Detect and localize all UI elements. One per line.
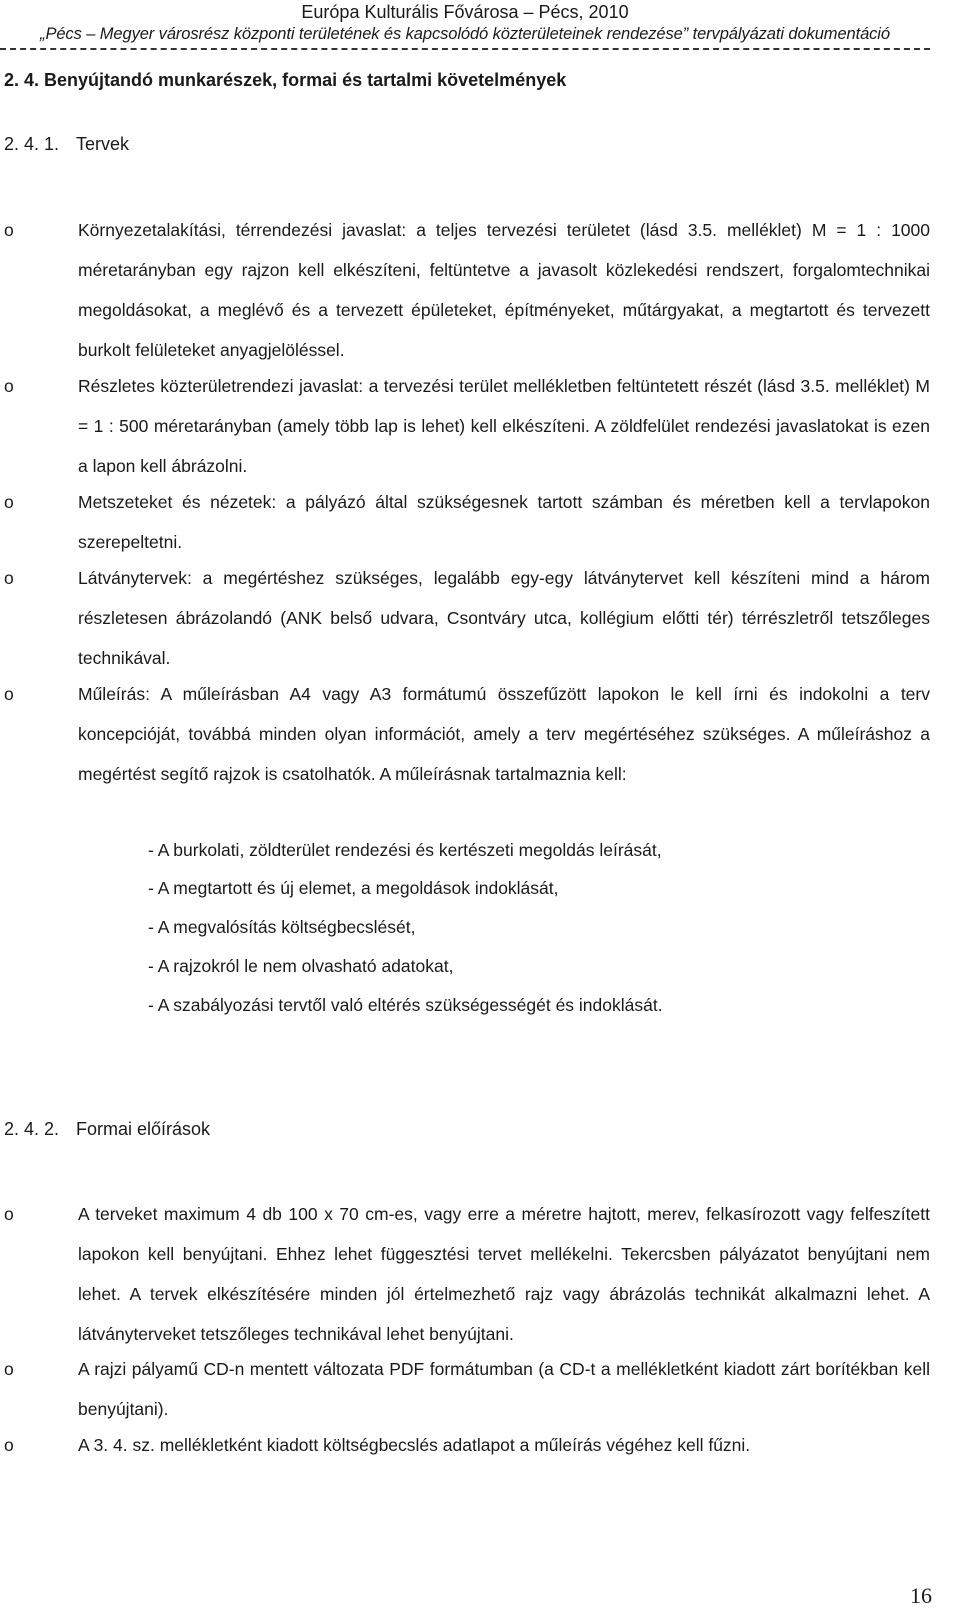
list-item-text: A 3. 4. sz. mellékletként kiadott költségbecslés adatlapot a műleírás végéhez kell fűzni. [78, 1435, 751, 1455]
subsection-heading-tervek [4, 134, 129, 155]
list-item-text: A rajzi pályamű CD-n mentett változata PDF formátumban (a CD-t a mellékletként kiadott zárt borítékban kell benyújtani). [78, 1359, 930, 1419]
list-item-text: Környezetalakítási, térrendezési javaslat: a teljes tervezési területet (lásd 3.5. melléklet) M = 1 : 1000 méretarányban egy rajzon kell elkészíteni, feltüntetve a javasolt közlekedési rendszert, forgalomtechnikai megoldásokat, a meglévő és a tervezett épületeket, építményeket, műtárgyakat, a megtartott és tervezett burkolt felületeket anyagjelöléssel. [78, 220, 930, 360]
bullet-icon: o [4, 1359, 14, 1379]
bullet-icon: o [4, 568, 14, 588]
requirement-item: - A rajzokról le nem olvasható adatokat, [148, 956, 454, 976]
list-item [4, 558, 930, 678]
requirement-item: - A szabályozási tervtől való eltérés szükségességét és indoklását. [148, 995, 663, 1015]
bullet-icon: o [4, 492, 14, 512]
header-title: Európa Kulturális Fővárosa – Pécs, 2010 [301, 2, 629, 22]
requirement-item: - A megvalósítás költségbecslését, [148, 917, 416, 937]
bullet-icon: o [4, 684, 14, 704]
list-item [4, 1425, 930, 1465]
section-title: 2. 4. Benyújtandó munkarészek, formai és tartalmi követelmények [4, 70, 567, 90]
subsection-number: 2. 4. 1. [4, 134, 60, 154]
list-item-text: Metszeteket és nézetek: a pályázó által szükségesnek tartott számban és méretben kell a tervlapokon szerepeltetni. [78, 492, 930, 552]
list-item [4, 210, 930, 370]
subsection-title: Tervek [76, 134, 130, 154]
bullet-icon: o [4, 220, 14, 240]
requirement-item: - A burkolati, zöldterület rendezési és kertészeti megoldás leírását, [148, 840, 662, 860]
bullet-icon: o [4, 376, 14, 396]
subsection-heading-formai [4, 1119, 210, 1140]
subsection-title: Formai előírások [76, 1119, 211, 1139]
requirement-item: - A megtartott és új elemet, a megoldások indoklását, [148, 878, 559, 898]
list-item-text: Részletes közterületrendezi javaslat: a tervezési terület mellékletben feltüntetett részét (lásd 3.5. melléklet) M = 1 : 500 méretarányban (amely több lap is lehet) kell elkészíteni. A zöldfelület rendezési javaslatokat is ezen a lapon kell ábrázolni. [78, 376, 930, 476]
list-item [4, 1194, 930, 1354]
list-item-text: Műleírás: A műleírásban A4 vagy A3 formátumú összefűzött lapokon le kell írni és indokolni a terv koncepcióját, továbbá minden olyan információt, amely a terv megértéséhez szükséges. A műleíráshoz a megértést segítő rajzok is csatolhatók. A műleírásnak tartalmaznia kell: [78, 684, 930, 784]
list-item [4, 482, 930, 562]
list-item [4, 1349, 930, 1429]
list-item-text: A terveket maximum 4 db 100 x 70 cm-es, vagy erre a méretre hajtott, merev, felkasírozott vagy felfeszített lapokon kell benyújtani. Ehhez lehet függesztési tervet mellékelni. Tekercsben pályázatot benyújtani nem lehet. A tervek elkészítésére minden jól értelmezhető rajz vagy ábrázolás technikát alkalmazni lehet. A látványterveket tetszőleges technikával lehet benyújtani. [78, 1204, 930, 1344]
list-item-text: Látványtervek: a megértéshez szükséges, legalább egy-egy látványtervet kell készíteni mind a három részletesen ábrázolandó (ANK belső udvara, Csontváry utca, kollégium előtti tér) térrészletről tetszőleges technikával. [78, 568, 930, 668]
page-number: 16 [910, 1583, 932, 1608]
page-header [0, 0, 930, 45]
bullet-icon: o [4, 1204, 14, 1224]
header-subtitle: „Pécs – Megyer városrész központi területének és kapcsolódó közterületeinek rendezése” tervpályázati dokumentáció [40, 25, 890, 43]
bullet-icon: o [4, 1435, 14, 1455]
header-divider [0, 48, 930, 50]
list-item [4, 674, 930, 794]
list-item [4, 366, 930, 486]
subsection-number: 2. 4. 2. [4, 1119, 60, 1139]
